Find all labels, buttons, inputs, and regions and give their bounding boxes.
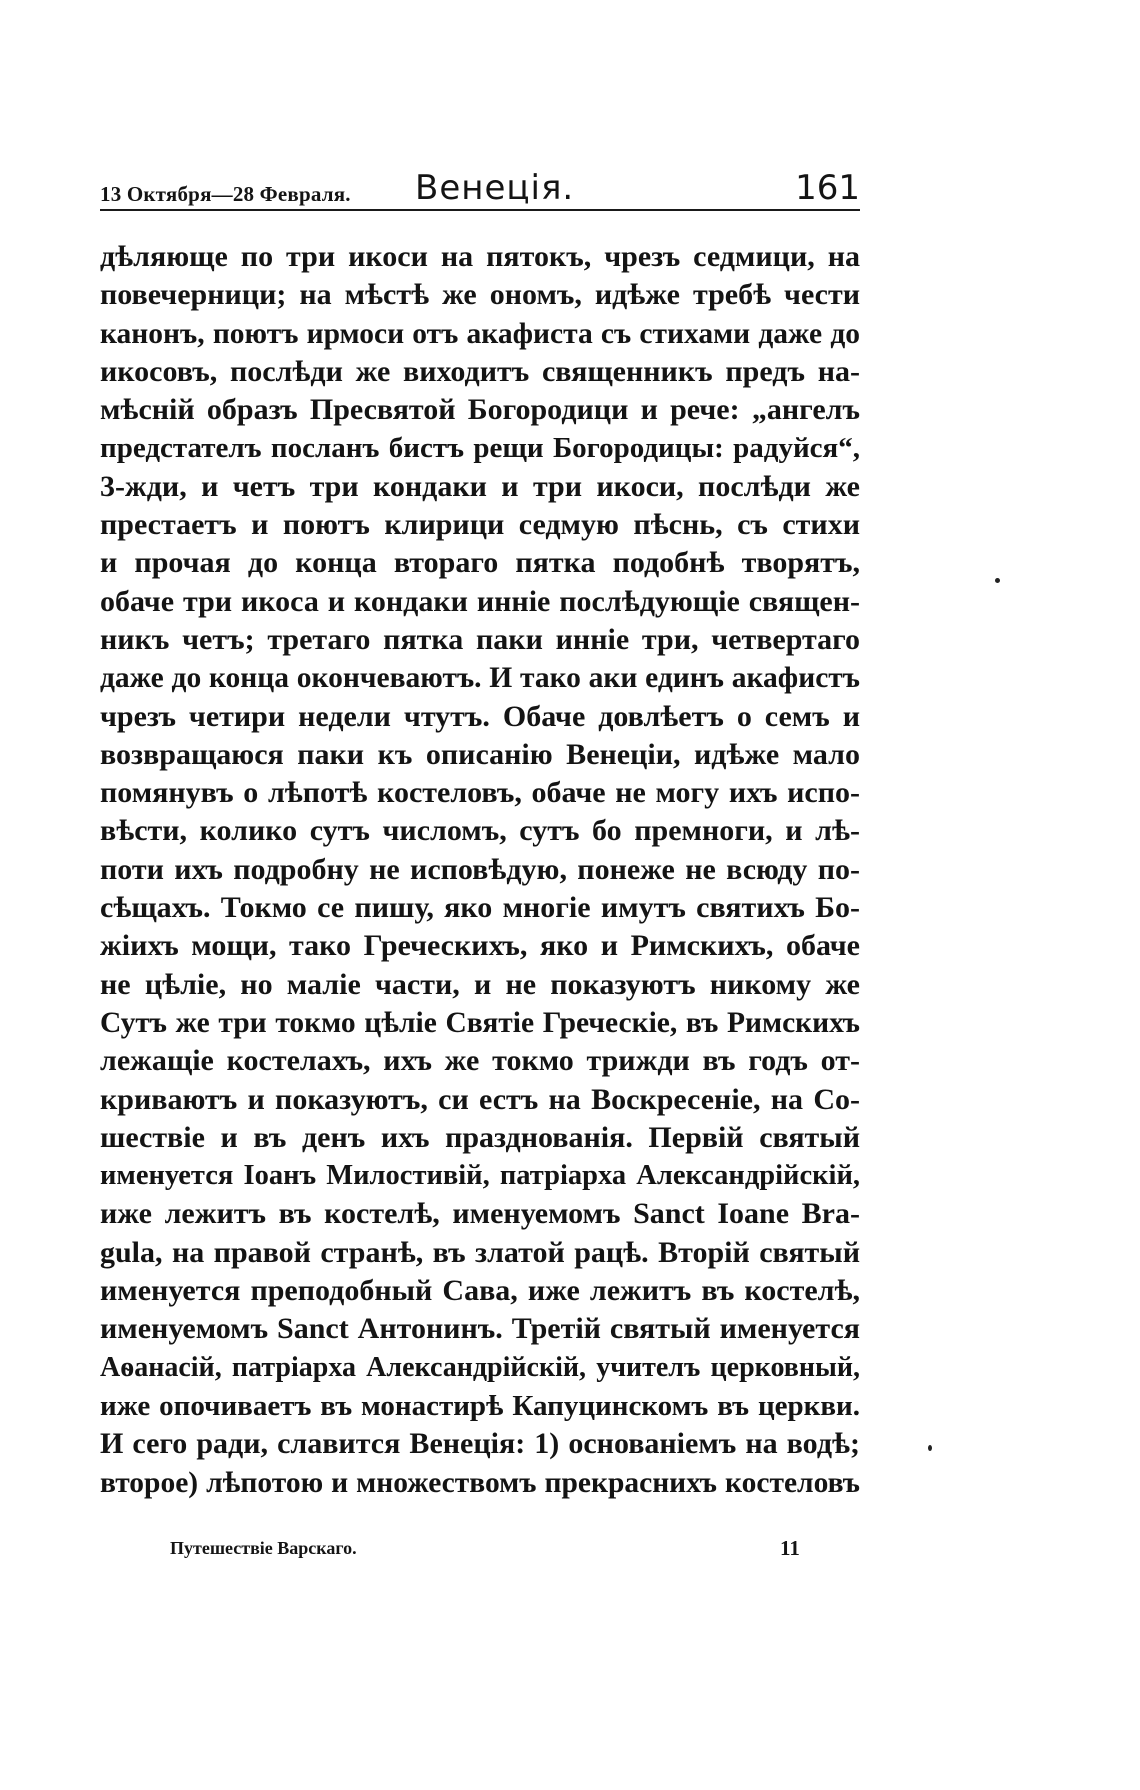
page-number: 161	[795, 168, 860, 208]
text-line: Аѳанасій, патріарха Александрійскій, учителъ церковный,	[100, 1351, 860, 1383]
text-line: лежащіе костелахъ, ихъ же токмо трижди въ годъ от-	[100, 1044, 860, 1078]
text-line: вѣсти, колико сутъ числомъ, сутъ бо премноги, и лѣ-	[100, 814, 860, 848]
text-line: поти ихъ подробну не исповѣдую, понеже не всюду по-	[100, 852, 860, 886]
text-line: даже до конца окончеваютъ. И тако аки единъ акафистъ	[100, 662, 860, 695]
text-line: второе) лѣпотою и множествомъ прекраснихъ костеловъ	[100, 1466, 860, 1499]
text-line: и прочая до конца втораго пятка подобнѣ творятъ,	[100, 546, 860, 580]
text-line: жіихъ мощи, тако Греческихъ, яко и Римскихъ, обаче	[100, 929, 860, 963]
text-line: обаче три икоса и кондаки инніе послѣдующіе священ-	[100, 584, 860, 618]
text-line: не цѣліе, но маліе части, и не показуютъ никому же	[100, 967, 860, 1001]
text-line: предстателъ посланъ бистъ рещи Богородицы: радуйся“,	[100, 432, 860, 465]
text-line: канонъ, поютъ ирмоси отъ акафиста съ стихами даже до	[100, 317, 860, 350]
header-title: Венеція.	[415, 168, 575, 208]
text-line: шествіе и въ денъ ихъ празднованія. Первій святый	[100, 1120, 860, 1154]
text-line: 3-жди, и четъ три кондаки и три икоси, послѣди же	[100, 469, 860, 503]
text-line: мѣсній образъ Пресвятой Богородици и рече: „ангелъ	[100, 393, 860, 427]
footer-signature: Путешествіе Варскаго.	[170, 1538, 357, 1558]
text-line: иже лежитъ въ костелѣ, именуемомъ Sanct Ioane Bra-	[100, 1197, 860, 1231]
text-line: именуется Іоанъ Милостивій, патріарха Александрійскій,	[100, 1160, 860, 1192]
text-line: повечерници; на мѣстѣ же ономъ, идѣже требѣ чести	[100, 278, 860, 312]
text-line: никъ четъ; третаго пятка паки инніе три, четвертаго	[100, 622, 860, 656]
text-line: возвращаюся паки къ описанію Венеціи, идѣже мало	[100, 737, 860, 771]
text-line: Сутъ же три токмо цѣліе Святіе Греческіе, въ Римскихъ	[100, 1006, 860, 1039]
text-line: именуемомъ Sanct Антонинъ. Третій святый именуется	[100, 1312, 860, 1346]
text-line: именуется преподобный Сава, иже лежитъ въ костелѣ,	[100, 1274, 860, 1308]
text-line: престаетъ и поютъ клирици седмую пѣснь, съ стихи	[100, 508, 860, 542]
running-head	[100, 160, 860, 210]
text-line: дѣляюще по три икоси на пятокъ, чрезъ седмици, на	[100, 240, 860, 273]
text-line: И сего ради, славится Венеція: 1) основаніемъ на водѣ;	[100, 1427, 860, 1461]
print-speck	[928, 1445, 932, 1451]
text-line: икосовъ, послѣди же виходитъ священникъ предъ на-	[100, 354, 860, 388]
header-dates: 13 Октября—28 Февраля.	[100, 182, 351, 206]
print-speck	[995, 578, 1000, 583]
text-line: gula, на правой странѣ, въ златой рацѣ. Вторій святый	[100, 1235, 860, 1269]
footer-sheet-number: 11	[780, 1536, 800, 1560]
text-line: сѣщахъ. Токмо се пишу, яко многіе имутъ святихъ Бо-	[100, 891, 860, 925]
text-line: помянувъ о лѣпотѣ костеловъ, обаче не могу ихъ испо-	[100, 776, 860, 810]
text-line: криваютъ и показуютъ, си естъ на Воскресеніе, на Со-	[100, 1082, 860, 1116]
header-rule	[100, 209, 860, 211]
text-line: чрезъ четири недели чтутъ. Обаче довлѣетъ о семъ и	[100, 699, 860, 733]
text-line: иже опочиваетъ въ монастирѣ Капуцинскомъ въ церкви.	[100, 1389, 860, 1422]
body-text	[100, 238, 860, 1502]
